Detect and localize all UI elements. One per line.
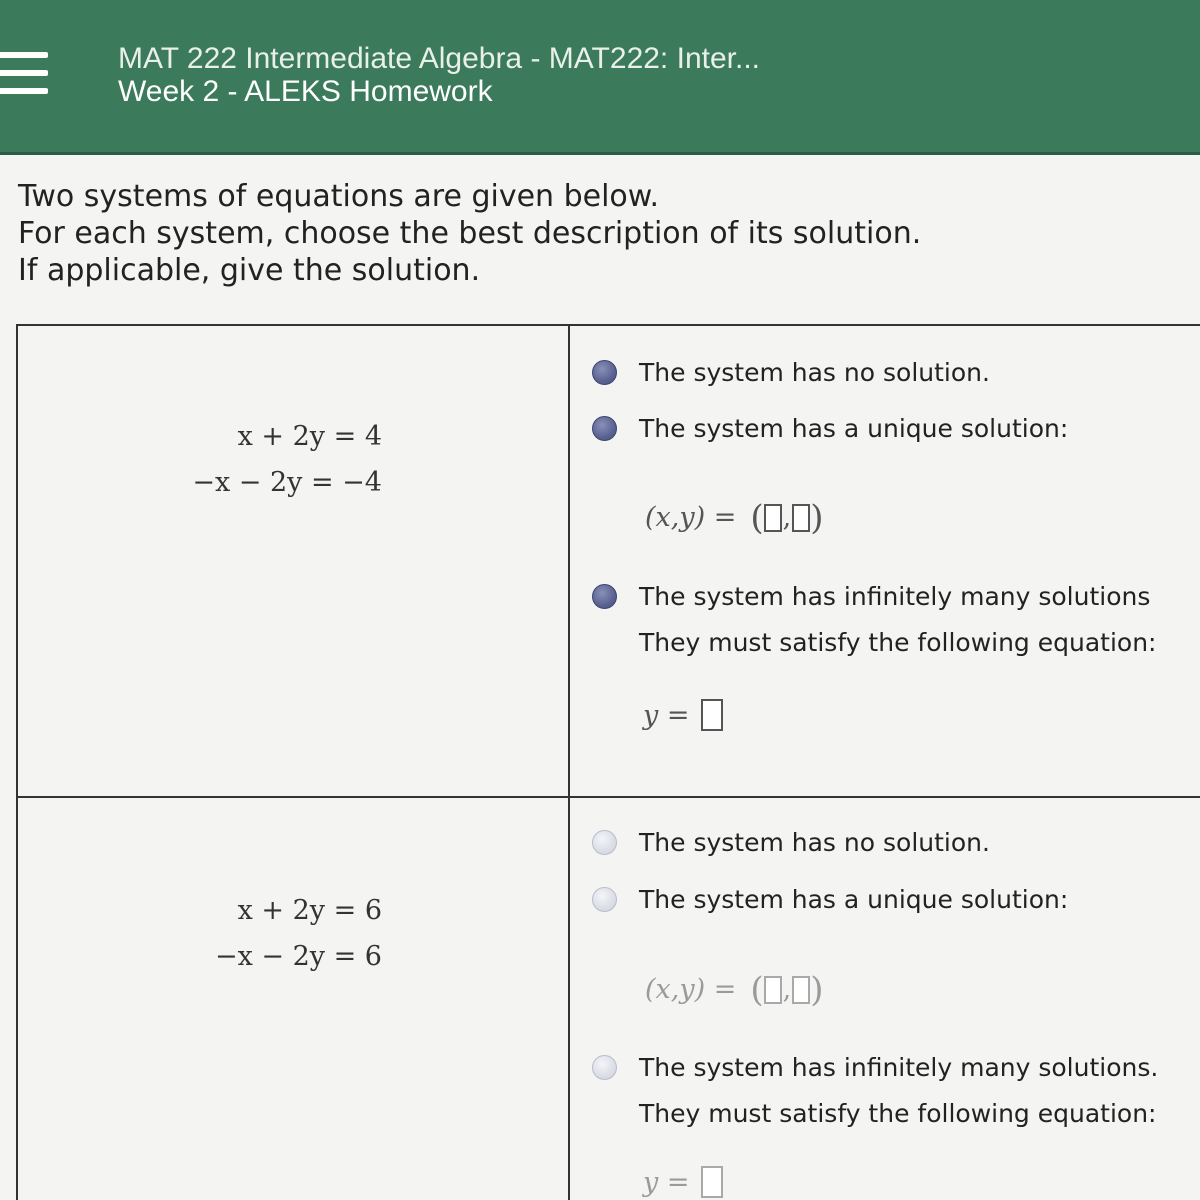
close-paren: ) [810, 497, 824, 538]
radio-button[interactable] [592, 584, 617, 609]
system-1-equations [0, 414, 382, 506]
assignment-title: Week 2 - ALEKS Homework [118, 75, 493, 108]
system-1-option-infinite[interactable] [592, 581, 1150, 611]
radio-button[interactable] [592, 360, 617, 385]
radio-button[interactable] [592, 1055, 617, 1080]
instruction-line: Two systems of equations are given below. [18, 179, 660, 214]
open-paren: ( [750, 497, 764, 538]
x-answer-input[interactable] [764, 504, 782, 532]
y-equals-label: y = [643, 1166, 690, 1198]
course-title[interactable]: MAT 222 Intermediate Algebra - MAT222: Inter... [118, 42, 760, 75]
system-1-option-unique[interactable] [592, 413, 1068, 443]
radio-button[interactable] [592, 416, 617, 441]
close-paren: ) [810, 969, 824, 1010]
radio-button[interactable] [592, 887, 617, 912]
y-equals-label: y = [643, 699, 690, 731]
instruction-line: If applicable, give the solution. [18, 253, 481, 288]
system-2-unique-answer [645, 969, 824, 1010]
system-2-infinite-instruction: They must satisfy the following equation: [639, 1099, 1157, 1128]
system-1-unique-answer [645, 497, 824, 538]
y-answer-input[interactable] [792, 976, 810, 1004]
ordered-pair-label: (x,y) = [645, 974, 737, 1005]
instructions [18, 178, 921, 289]
equation: −x − 2y = 6 [214, 941, 382, 972]
system-2-option-infinite[interactable] [592, 1052, 1158, 1082]
option-label: The system has no solution. [639, 357, 990, 387]
comma: , [782, 502, 792, 533]
option-label: The system has a unique solution: [639, 413, 1069, 443]
system-2-equations [0, 888, 382, 980]
option-label: The system has infinitely many solutions [639, 581, 1151, 611]
comma: , [782, 974, 792, 1005]
table-column-divider [568, 324, 570, 1200]
instruction-line: For each system, choose the best description of its solution. [18, 216, 922, 251]
system-1-infinite-instruction: They must satisfy the following equation: [639, 628, 1157, 657]
system-1-infinite-answer [643, 699, 723, 731]
system-1-option-no-solution[interactable] [592, 357, 990, 387]
option-label: The system has infinitely many solutions. [639, 1052, 1159, 1082]
system-2-option-no-solution[interactable] [592, 827, 990, 857]
y-equation-input[interactable] [701, 1166, 723, 1198]
table-row-divider [16, 796, 1200, 798]
equation: −x − 2y = −4 [192, 467, 382, 498]
top-header [0, 0, 1200, 155]
ordered-pair-label: (x,y) = [645, 502, 737, 533]
y-equation-input[interactable] [701, 699, 723, 731]
system-2-option-unique[interactable] [592, 884, 1068, 914]
open-paren: ( [750, 969, 764, 1010]
table-top-border [16, 324, 1200, 326]
system-2-infinite-answer [643, 1166, 723, 1198]
option-label: The system has no solution. [639, 827, 990, 857]
radio-button[interactable] [592, 830, 617, 855]
hamburger-menu-icon[interactable] [0, 52, 48, 96]
equation: x + 2y = 6 [237, 895, 382, 926]
y-answer-input[interactable] [792, 504, 810, 532]
option-label: The system has a unique solution: [639, 884, 1069, 914]
x-answer-input[interactable] [764, 976, 782, 1004]
equation: x + 2y = 4 [237, 421, 382, 452]
